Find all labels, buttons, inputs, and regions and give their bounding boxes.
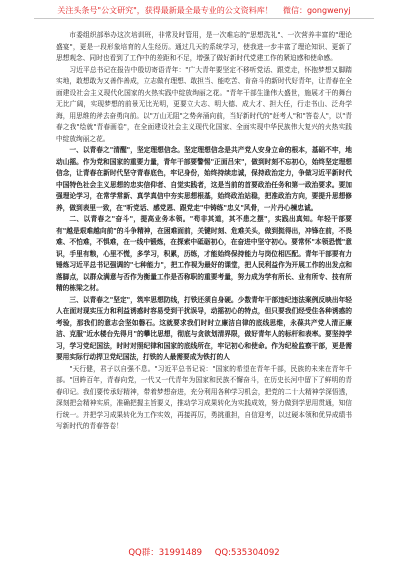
paragraph: "天行健，君子以自强不息。"习近平总书记说："国家的希望在青年千部，民族的未来在青年千部。"回眸百年，青春向党，一代又一代青年为国家和民族不懈奋斗，在历史长河中留下了鲜明的青春印记。我们要传承好精神，带着梦想奋进，充分利用各种学习机会，把党的二十大精神学深悟透，深刻把会精神实质，准确把握主旨要义，推动学习成果转化为实践成效，努力做到学思用贯通，知信行统一。并把学习成果转化为工作实效，再接再厉，勇挑重担，自信迎考，以过硬本领和优异成绩书写新时代的青春答卷！ [56, 364, 352, 430]
document-body [56, 30, 352, 530]
paragraph: 市委组织部举办这次培训班，非常及时管用，是一次难忘的"思想洗礼"、一次营养丰富的"理论盛宴"，更是一段形象培育的人生经历。通过几天的系统学习，使我进一步丰富了理论知识、更新了思想观念、同时也看到了工作中的差距和不足，增强了做好新时代党建工作的紧迫感和使命感。 [56, 31, 352, 62]
qq-group: QQ群：31991489 [128, 548, 203, 558]
footer-contact [0, 546, 408, 558]
wechat-id: 微信：gongwenyj [282, 6, 351, 15]
paragraph: 习近平总书记在报告中殷切寄语青年："广大青年要坚定不移听党话、跟党走，怀抱梦想又脚踏实地，敢想敢为又善作善成，立志做有理想、敢担当、能吃苦、肯奋斗的新时代好青年，让青春在全面建设社会主义现代化国家的火热实践中绽放绚丽之花。"青年干部生逢伟大盛世，施展才干的舞台无比广阔，实现梦想的前景无比光明，更要立大志、明大德、成大才、担大任，行走书山、泛舟学海，用思维的斧去奋勇向前。以"万山无阻"之势奔涌向前，当好新时代的"赶考人"和"答卷人"，以"青春之我"绘就"青春画卷"，在全面建设社会主义现代化国家、全面实现中华民族伟大复兴的火热实践中绽放绚丽之花。 [56, 65, 352, 143]
section-paragraph: 二、以青春之"奋斗"，提高业务本领。"苟非其道，其不患之摆"，实践出真知。年轻干部要有"越是艰难越向前"的斗争精神，在困难面前，关键时刻、危难关头，做到挺得出，冲锋在前，不畏难、不怕难，不惧难，在一线中锻炼，在探索中砥砺初心，在奋进中坚守初心。要常怀"本领恐慌"意识，手里有粮，心里不慌，多学习，积累，历练，才能始终保持能力与岗位相匹配。青年干部要有力锤炼习近平总书记强调的"七种能力"，把工作视为最好的课堂，把人民利益作为开展工作的出发点和落脚点，以群众满意与否作为衡量工作是否称职的重要考量，努力成为学有所长、业有所专、技有所精的栋梁之材。 [56, 215, 352, 292]
banner-divider [34, 18, 374, 19]
promo-banner-text: 关注头条号"公文研究"，获得最新最全最专业的公文资料库！ [57, 6, 273, 15]
qq-number: QQ:535304092 [214, 548, 280, 558]
section-paragraph: 三、以青春之"坚定"，筑牢思想防线，打铁还须自身硬。少数青年干部违纪违法案例反映出年轻人在面对现实压力和利益诱惑时容易受到干扰误导，动摇初心的特点，但只要我们经受住各种诱惑的考验，那我们的意志会坚如磐石。这就要求我们时时立廉洁自律的底线思维，永葆共产党人清正廉洁、克服"近水楼台先得月"的攀比思想，彻底与贪欲划清界限，做好青年人的标杆和表率。要坚持学习，学习党纪国法，时时对照纪律和国家的底线所在，牢记初心和使命。作为纪检监察干部，更是需要用实际行动捍卫党纪国法，打铁的人最需要成为铁打的人 [56, 295, 352, 361]
promo-banner [0, 0, 408, 22]
section-paragraph: 一、以青春之"清醒"，坚定理想信念。坚定理想信念是共产党人安身立命的根本，基础不牢，地动山摇。作为党和国家的重要力量，青年干部要警惕"正面吕宋"，做到时刻不忘初心，始终坚定理想信念，让青春在新时代坚守青春底色，牢记身份，始终持续忠诚，保持政治定力，争做习近平新时代中国特色社会主义思想的忠实信仰者、自觉实践者，这是当前的首要政治任务和第一政治要求。要加强理论学习，在常学常新、真学真信中夯实思想根基，始终政治站稳，把准政治方向，要提升思想修养，做到表里一致，在"听党话、感党恩、跟党走"中铸练"忠义"风骨，一片丹心楝忠诚。 [56, 146, 352, 212]
